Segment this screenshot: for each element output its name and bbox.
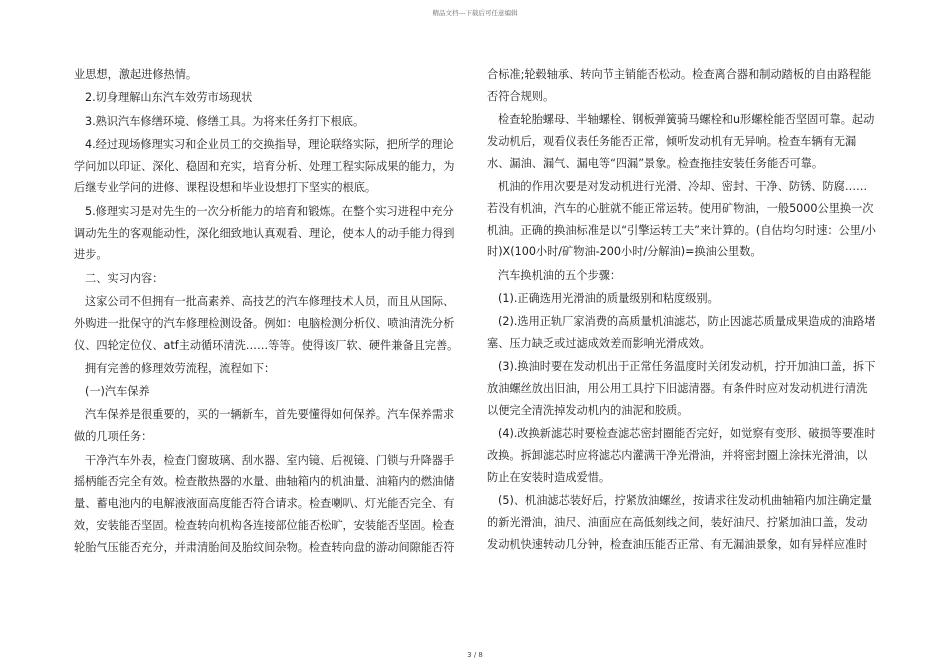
- paragraph: 检查轮胎螺母、半轴螺栓、钢板弹簧骑马螺栓和u形螺栓能否坚固可靠。起动发动机后，观看仪表任务能否正常，倾听发动机有无异响。检查车辆有无漏水、漏油、漏气、漏电等“四漏”景象。检查拖挂安装任务能否可靠。: [487, 113, 875, 170]
- page-number: 3 / 8: [467, 651, 483, 659]
- paragraph: 业思想，激起进修热情。: [74, 68, 198, 81]
- page-header: 精品文档---下载后可任意编辑: [432, 9, 518, 17]
- paragraph: 干净汽车外表，检查门窗玻璃、刮水器、室内镜、后视镜、门锁与升降器手摇柄能否完全有效。检查散热器的水量、曲轴箱内的机油量、油箱内的燃油储量、蓄电池内的电解液液面高度能否符合请求。检查喇叭、灯光能否完全、有效，安装能否坚固。检查转向机构各连接部位能否松旷，安装能否坚固。检查轮胎气压能否充分，并肃清胎间及胎纹间杂物。检查转向盘的游动间隙能否符: [74, 453, 455, 554]
- section-heading: 二、实习内容：: [85, 271, 164, 285]
- right-column: [487, 64, 877, 557]
- subsection-heading: (一)汽车保养: [85, 385, 150, 399]
- paragraph: 汽车保养是很重要的，买的一辆新车，首先要懂得如何保养。汽车保养需求做的几项任务：: [74, 408, 455, 444]
- list-item: (5)、机油滤芯装好后，拧紧放油螺丝，按请求往发动机曲轴箱内加注确定量的新光滑油，油尺、油面应在高低刻线之间，装好油尺、拧紧加油口盖，发动发动机快速转动几分钟，检查油压能否正常、有无漏油景象，如有异样应准时: [487, 494, 872, 551]
- paragraph: 拥有完善的修理效劳流程，流程如下：: [85, 361, 276, 375]
- paragraph: 机油的作用次要是对发动机进行光滑、冷却、密封、干净、防锈、防腐……若没有机油，汽车的心脏就不能正常运转。使用矿物油，一般5000公里换一次机油。正确的换油标准是以“引擎运转工夫”来计算的。(自估均匀时速：公里/小时)X(100小时/矿物油-200小时/分解油)=换油公里数。: [487, 179, 876, 259]
- paragraph: 3.熟识汽车修缮环境、修缮工具。为将来任务打下根底。: [85, 114, 365, 128]
- paragraph: 这家公司不但拥有一批高素养、高技艺的汽车修理技术人员，而且从国际、外购进一批保守的汽车修理检测设备。例如：电脑检测分析仪、喷油清洗分析仪、四轮定位仪、atf主动循环清洗……等等。使得该厂软、硬件兼备且完善。: [74, 294, 459, 352]
- list-item: (2).选用正轨厂家消费的高质量机油滤芯，防止因滤芯质量成果造成的油路堵塞、压力缺乏或过滤成效差而影响光滑成效。: [487, 315, 876, 351]
- list-item: (1).正确选用光滑油的质量级别和粘度级别。: [498, 291, 719, 305]
- paragraph: 汽车换机油的五个步骤：: [498, 268, 622, 282]
- paragraph: 2.切身理解山东汽车效劳市场现状: [85, 91, 253, 105]
- paragraph: 4.经过现场修理实习和企业员工的交换指导，理论联络实际，把所学的理论学问加以印证、深化、稳固和充实，培育分析、处理工程实际成果的能力，为后继专业学问的进修、课程设想和毕业设想打下坚实的根底。: [74, 137, 455, 195]
- paragraph: 合标准;轮毂轴承、转向节主销能否松动。检查离合器和制动踏板的自由路程能否符合规则。: [487, 68, 872, 103]
- list-item: (3).换油时要在发动机出于正常任务温度时关闭发动机，拧开加油口盖，拆下放油螺丝放出旧油，用公用工具拧下旧滤清器。有条件时应对发动机进行清洗以便完全清洗掉发动机内的油泥和胶质。: [487, 360, 876, 417]
- list-item: (4).改换新滤芯时要检查滤芯密封圈能否完好，如觉察有变形、破损等要准时改换。拆卸滤芯时应将滤芯内灌满干净光滑油，并将密封圈上涂抹光滑油，以防止在安装时造成爱惜。: [487, 427, 876, 484]
- paragraph: 5.修理实习是对先生的一次分析能力的培育和锻炼。在整个实习进程中充分调动先生的客观能动性，深化细致地认真观看、理论，使本人的动手能力得到进步。: [74, 204, 455, 262]
- left-column: [74, 64, 464, 560]
